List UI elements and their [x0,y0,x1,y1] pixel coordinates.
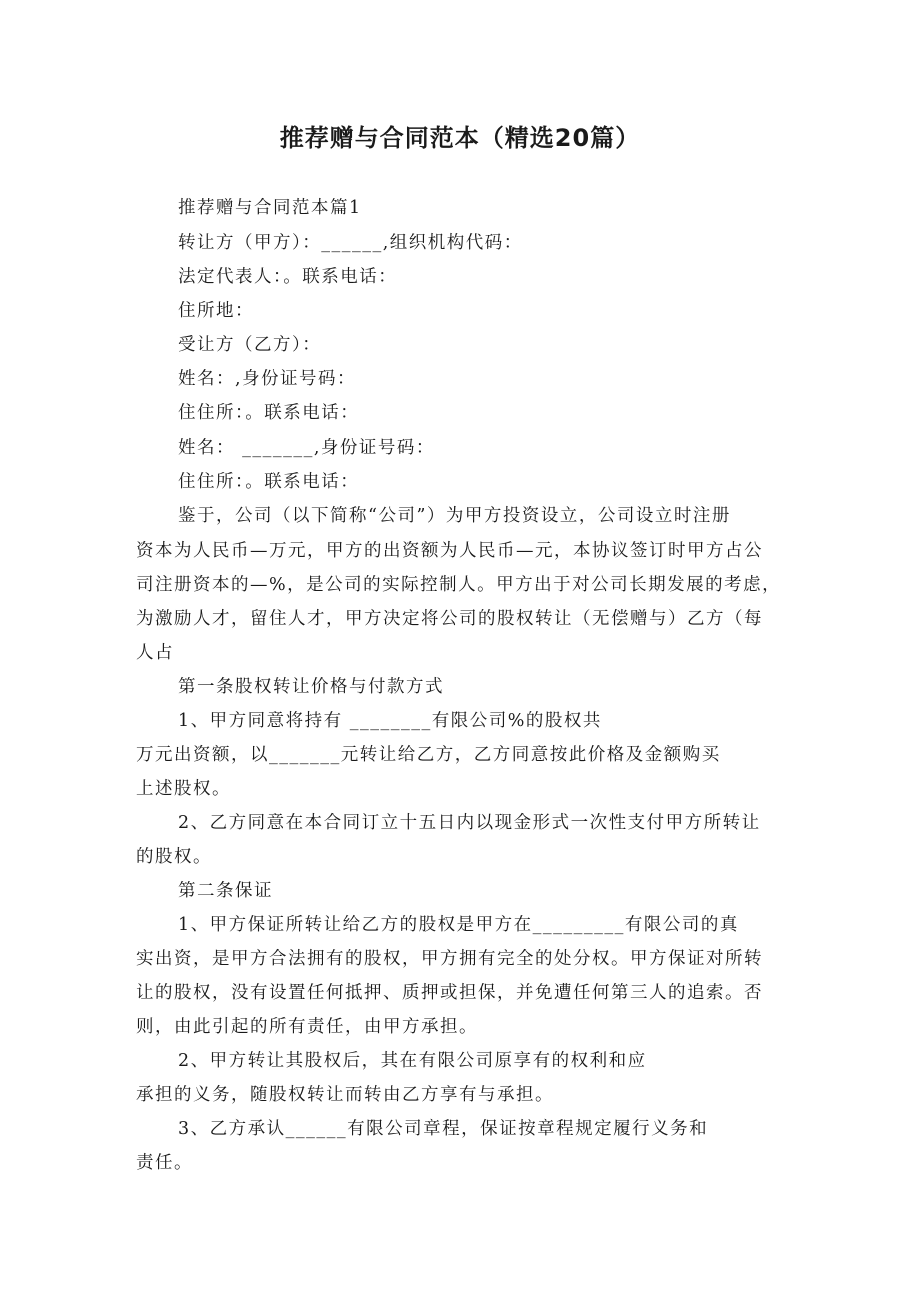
paragraph-line: 2、甲方转让其股权后，其在有限公司原享有的权利和应 [178,1051,647,1071]
paragraph-line: 鉴于，公司（以下简称“公司”）为甲方投资设立，公司设立时注册 [178,506,731,526]
legal-rep-line: 法定代表人：。联系电话： [178,267,398,287]
paragraph-line: 责任。 [136,1153,193,1173]
paragraph-line: 资本为人民币—万元，甲方的出资额为人民币—元，本协议签订时甲方占公 [136,541,763,561]
residence-line: 住住所：。联系电话： [178,472,360,492]
residence-line: 住住所：。联系电话： [178,403,360,423]
paragraph-line: 司注册资本的—%，是公司的实际控制人。甲方出于对公司长期发展的考虑， [136,575,782,595]
paragraph-line: 人占 [136,643,174,663]
paragraph-line: 实出资，是甲方合法拥有的股权，甲方拥有完全的处分权。甲方保证对所转 [136,949,763,969]
paragraph-line: 为激励人才，留住人才，甲方决定将公司的股权转让（无偿赠与）乙方（每 [136,609,763,629]
address-line: 住所地： [178,301,254,321]
paragraph-line: 让的股权，没有设置任何抵押、质押或担保，并免遭任何第三人的追索。否 [136,983,763,1003]
paragraph-line: 承担的义务，随股权转让而转由乙方享有与承担。 [136,1085,554,1105]
paragraph-line: 的股权。 [136,847,212,867]
section-heading: 推荐赠与合同范本篇1 [178,198,362,218]
paragraph-line: 3、乙方承认______有限公司章程，保证按章程规定履行义务和 [178,1119,709,1139]
name-id-line: 姓名：,身份证号码： [178,369,357,389]
paragraph-line: 1、甲方同意将持有 ________有限公司%的股权共 [178,711,602,731]
paragraph-line: 2、乙方同意在本合同订立十五日内以现金形式一次性支付甲方所转让 [178,813,761,833]
article-heading: 第一条股权转让价格与付款方式 [178,677,444,697]
paragraph-line: 上述股权。 [136,779,231,799]
transferee-line: 受让方（乙方）： [178,335,322,355]
page-title: 推荐赠与合同范本（精选20篇） [279,124,641,152]
paragraph-line: 则，由此引起的所有责任，由甲方承担。 [136,1017,478,1037]
paragraph-line: 1、甲方保证所转让给乙方的股权是甲方在_________有限公司的真 [178,915,739,935]
name-id-line: 姓名： _______,身份证号码： [178,438,435,458]
paragraph-line: 万元出资额，以_______元转让给乙方，乙方同意按此价格及金额购买 [136,745,721,765]
article-heading: 第二条保证 [178,881,273,901]
transferor-line: 转让方（甲方）：______,组织机构代码： [178,233,523,253]
